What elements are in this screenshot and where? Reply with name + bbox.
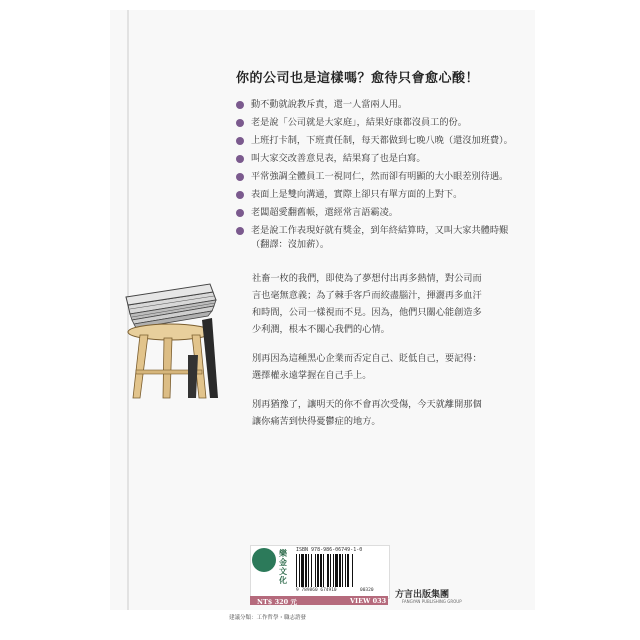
bullet-dot-icon — [236, 101, 244, 109]
bullet-dot-icon — [236, 173, 244, 181]
isbn-text: ISBN 978-986-06749-1-0 — [296, 547, 363, 553]
category-text: 建議分類：工作哲學・職志諮發 — [229, 615, 307, 621]
paragraph: 別再因為這種黑心企業而否定自己、貶低自己，要記得：選擇權永遠掌握在自己手上。 — [252, 353, 482, 381]
publisher-name-en: FANGYAN PUBLISHING GROUP — [402, 599, 462, 604]
list-item: 平常強調全體員工一視同仁，然而卻有明顯的大小眼差別待遇。 — [236, 170, 526, 184]
logo-text: 樂金文化 — [279, 548, 287, 585]
bullet-dot-icon — [236, 191, 244, 199]
stool-illustration — [118, 270, 228, 404]
paragraph: 別再猶豫了，讓明天的你不會再次受傷，今天就離開那個讓你痛苦到快得憂鬱症的地方。 — [252, 399, 482, 427]
list-item: 叫大家交改善意見表，結果寫了也是白寫。 — [236, 152, 526, 166]
price: NT$ 320 元 — [257, 598, 297, 606]
headline: 你的公司也是這樣嗎？愈待只會愈心酸！ — [236, 71, 480, 86]
list-item: 老是說工作表現好就有獎金，到年終結算時，又叫大家共體時艱（翻譯：沒加薪）。 — [236, 224, 526, 252]
bullet-list — [236, 98, 526, 256]
bullet-dot-icon — [236, 119, 244, 127]
bullet-dot-icon — [236, 137, 244, 145]
list-item: 老闆超愛翻舊帳，還經常言語霸凌。 — [236, 206, 526, 220]
list-item: 表面上是雙向溝通，實際上卻只有單方面的上對下。 — [236, 188, 526, 202]
bullet-dot-icon — [236, 209, 244, 217]
barcode-number: 9 789860 674910 — [296, 588, 337, 593]
publisher-name: 方言出版集團 — [395, 590, 450, 600]
series-label: VIEW 033 — [350, 597, 387, 605]
paragraph: 社畜一枚的我們，即使為了夢想付出再多熱情，對公司而言也毫無意義；為了棘手客戶而絞盡腦汁，揮灑再多血汗和時間，公司一樣視而不見。因為，他們只關心能創造多少利潤，根本不關心我們的心情。 — [252, 273, 482, 335]
bullet-dot-icon — [236, 227, 244, 235]
list-item: 上班打卡制，下班責任制，每天都做到七晚八晚（還沒加班費）。 — [236, 134, 526, 148]
list-item: 動不動就說教斥責，還一人當兩人用。 — [236, 98, 526, 112]
bullet-dot-icon — [236, 155, 244, 163]
barcode-icon — [296, 554, 384, 587]
body-text — [252, 270, 484, 442]
publisher-logo-icon — [252, 548, 276, 572]
barcode-addon-number: 00320 — [360, 588, 374, 593]
list-item: 老是說「公司就是大家庭」，結果好康都沒員工的份。 — [236, 116, 526, 130]
